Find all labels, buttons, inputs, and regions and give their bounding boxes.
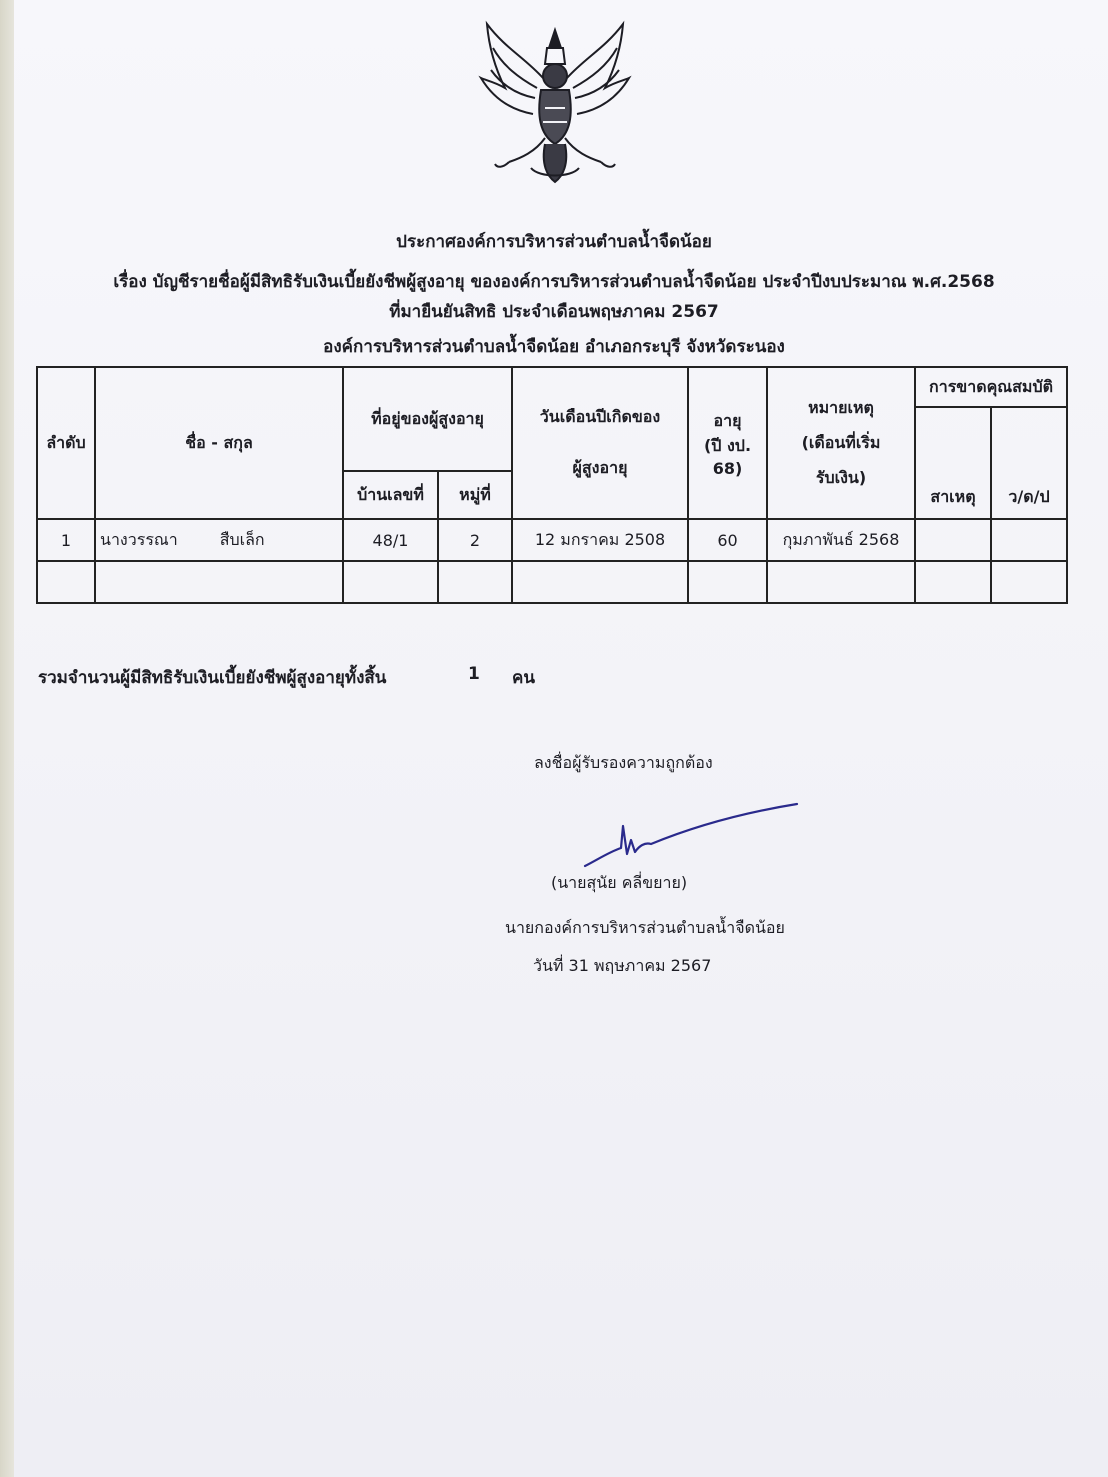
cell-last-name: สืบเล็ก bbox=[219, 529, 265, 549]
header-disqualify: การขาดคุณสมบัติ bbox=[915, 367, 1067, 407]
header-cause: สาเหตุ bbox=[915, 407, 991, 519]
cell-moo: 2 bbox=[438, 519, 512, 561]
signer-name: (นายสุนัย คลี่ขยาย) bbox=[551, 873, 688, 892]
handwritten-signature bbox=[575, 800, 805, 870]
cell-empty bbox=[343, 561, 438, 603]
header-remark-line1: หมายเหตุ bbox=[808, 397, 874, 417]
cell-empty bbox=[95, 561, 343, 603]
table-row bbox=[37, 519, 1067, 561]
cell-age: 60 bbox=[688, 519, 767, 561]
cell-name bbox=[95, 519, 343, 561]
cell-empty bbox=[991, 561, 1067, 603]
cell-no: 1 bbox=[37, 519, 95, 561]
cell-first-name: นางวรรณา bbox=[100, 529, 178, 549]
announcement-title: ประกาศองค์การบริหารส่วนตำบลน้ำจืดน้อย bbox=[396, 232, 712, 252]
header-birth-date bbox=[512, 367, 688, 519]
total-summary bbox=[38, 664, 535, 691]
cell-remark: กุมภาพันธ์ 2568 bbox=[767, 519, 915, 561]
cell-empty bbox=[512, 561, 688, 603]
header-age bbox=[688, 367, 767, 519]
header-birth-date-line2: ผู้สูงอายุ bbox=[572, 458, 628, 477]
summary-label: รวมจำนวนผู้มีสิทธิรับเงินเบี้ยยังชีพผู้สูงอายุทั้งสิ้น bbox=[38, 668, 387, 688]
cell-birth-date: 12 มกราคม 2508 bbox=[512, 519, 688, 561]
header-birth-date-line1: วันเดือนปีเกิดของ bbox=[539, 407, 661, 426]
header-age-line2: (ปี งป. bbox=[703, 435, 752, 455]
table-header-row bbox=[37, 367, 1067, 407]
cell-empty bbox=[688, 561, 767, 603]
beneficiary-table bbox=[36, 366, 1068, 604]
cell-empty bbox=[767, 561, 915, 603]
summary-unit: คน bbox=[512, 668, 535, 688]
header-no: ลำดับ bbox=[37, 367, 95, 519]
document-page bbox=[14, 0, 1108, 1477]
paper-edge bbox=[0, 0, 14, 1477]
header-address: ที่อยู่ของผู้สูงอายุ bbox=[343, 367, 512, 471]
cell-house-no: 48/1 bbox=[343, 519, 438, 561]
certify-label: ลงชื่อผู้รับรองความถูกต้อง bbox=[534, 753, 713, 772]
cell-date bbox=[991, 519, 1067, 561]
header-moo: หมู่ที่ bbox=[438, 471, 512, 519]
cell-cause bbox=[915, 519, 991, 561]
header-age-line1: อายุ bbox=[713, 410, 742, 430]
header-remark-line2: (เดือนที่เริ่ม bbox=[801, 432, 881, 452]
summary-count: 1 bbox=[468, 664, 480, 684]
cell-empty bbox=[438, 561, 512, 603]
signed-date: วันที่ 31 พฤษภาคม 2567 bbox=[533, 956, 712, 975]
header-house-no: บ้านเลขที่ bbox=[343, 471, 438, 519]
garuda-emblem-icon bbox=[475, 18, 635, 188]
announcement-period: ที่มายืนยันสิทธิ ประจำเดือนพฤษภาคม 2567 bbox=[389, 302, 719, 322]
cell-empty bbox=[915, 561, 991, 603]
header-age-line3: 68) bbox=[712, 458, 743, 478]
header-name: ชื่อ - สกุล bbox=[95, 367, 343, 519]
announcement-organization: องค์การบริหารส่วนตำบลน้ำจืดน้อย อำเภอกระบุรี จังหวัดระนอง bbox=[323, 337, 785, 357]
header-date: ว/ด/ป bbox=[991, 407, 1067, 519]
cell-empty bbox=[37, 561, 95, 603]
header-remark-line3: รับเงิน) bbox=[815, 467, 867, 487]
header-remark bbox=[767, 367, 915, 519]
table-row bbox=[37, 561, 1067, 603]
signer-title: นายกองค์การบริหารส่วนตำบลน้ำจืดน้อย bbox=[505, 918, 785, 937]
announcement-subject: เรื่อง บัญชีรายชื่อผู้มีสิทธิรับเงินเบี้ยยังชีพผู้สูงอายุ ขององค์การบริหารส่วนตำบลน้ำจืดน้อย ประจำปีงบประมาณ พ.ศ.2568 bbox=[113, 272, 995, 292]
